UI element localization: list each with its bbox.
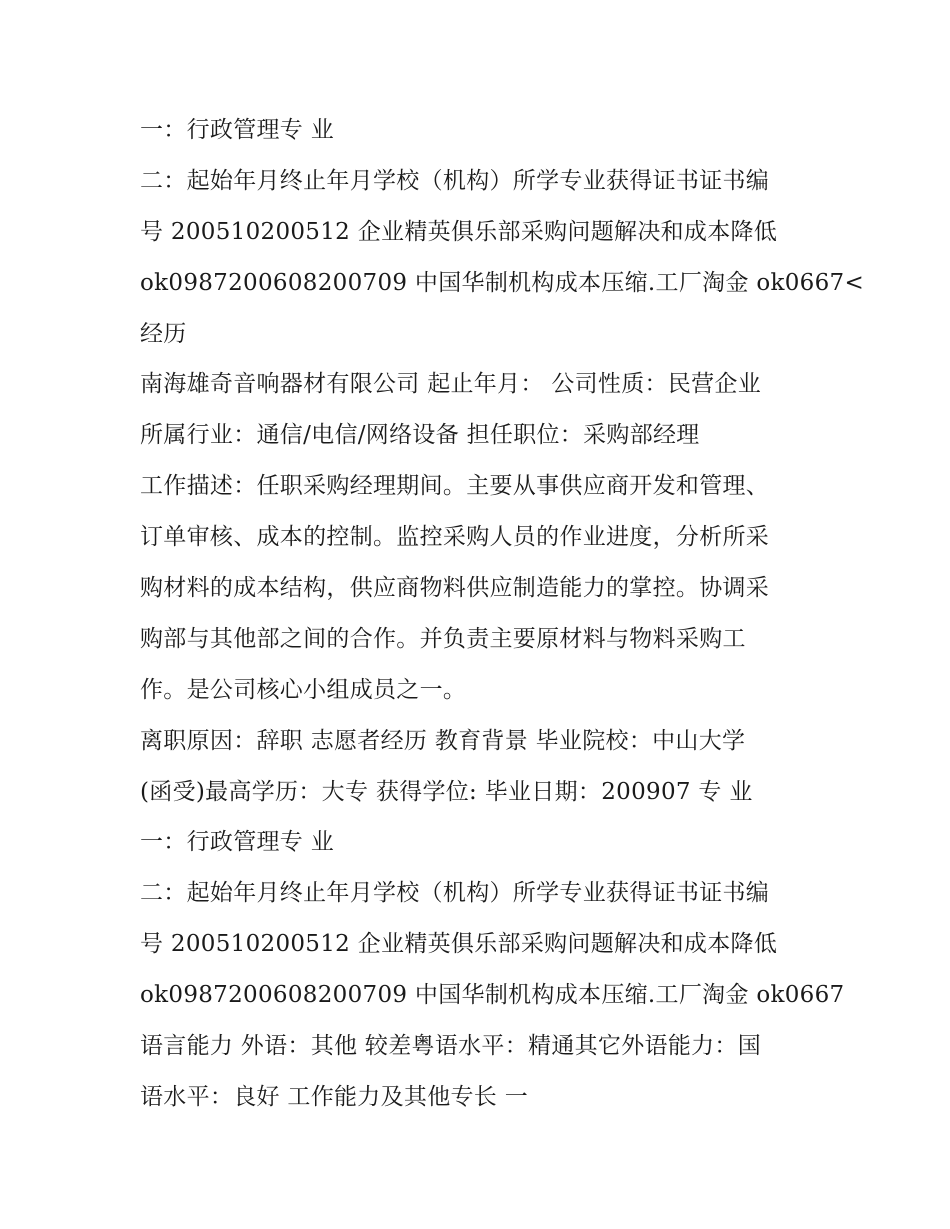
text-line: ok0987200608200709 中国华制机构成本压缩.工厂淘金 ok0667<	[140, 269, 865, 296]
text-line: 作。是公司核心小组成员之一。	[140, 676, 467, 703]
text-line: (函受)最高学历：大专 获得学位: 毕业日期：200907 专 业	[140, 778, 753, 805]
text-line: 语言能力 外语：其他 较差粤语水平：精通其它外语能力：国	[140, 1033, 762, 1060]
text-line: ok0987200608200709 中国华制机构成本压缩.工厂淘金 ok0667	[140, 982, 845, 1009]
document-body	[140, 105, 865, 1123]
text-line: 经历	[140, 320, 187, 347]
text-line: 所属行业：通信/电信/网络设备 担任职位：采购部经理	[140, 422, 700, 449]
text-line: 离职原因：辞职 志愿者经历 教育背景 毕业院校：中山大学	[140, 727, 746, 754]
text-line: 一：行政管理专 业	[140, 117, 335, 143]
text-line: 二：起始年月终止年月学校（机构）所学专业获得证书证书编	[140, 880, 770, 907]
text-line: 号 200510200512 企业精英俱乐部采购问题解决和成本降低	[140, 218, 778, 245]
text-line: 购部与其他部之间的合作。并负责主要原材料与物料采购工	[140, 625, 746, 652]
text-line: 南海雄奇音响器材有限公司 起止年月： 公司性质：民营企业	[140, 371, 762, 398]
text-line: 语水平：良好 工作能力及其他专长 一	[140, 1083, 529, 1110]
text-line: 号 200510200512 企业精英俱乐部采购问题解决和成本降低	[140, 931, 778, 958]
text-line: 一：行政管理专 业	[140, 829, 335, 856]
text-line: 购材料的成本结构，供应商物料供应制造能力的掌控。协调采	[140, 575, 770, 602]
text-line: 订单审核、成本的控制。监控采购人员的作业进度，分析所采	[140, 524, 770, 551]
text-line: 工作描述：任职采购经理期间。主要从事供应商开发和管理、	[140, 473, 770, 500]
text-line: 二：起始年月终止年月学校（机构）所学专业获得证书证书编	[140, 167, 770, 194]
